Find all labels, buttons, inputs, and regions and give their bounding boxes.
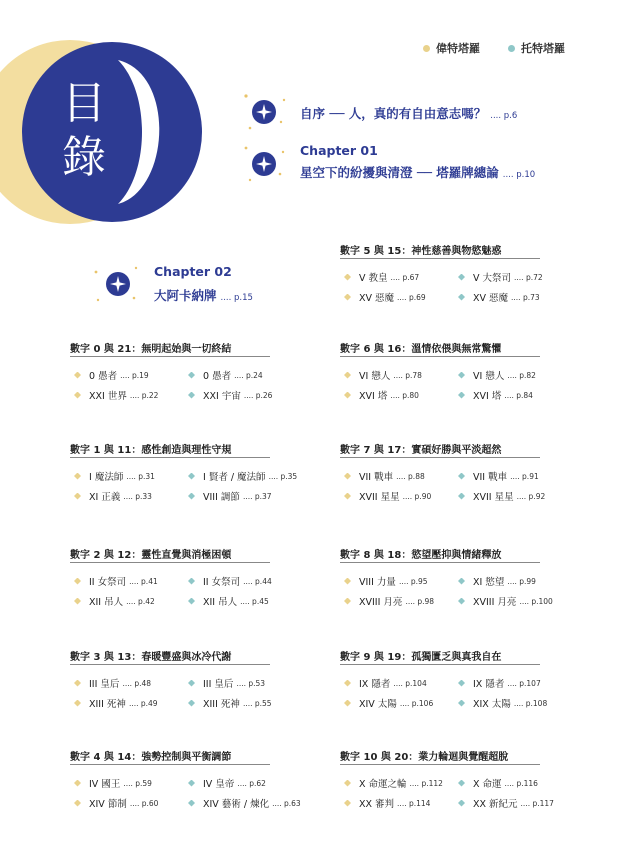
toc-entry[interactable] — [188, 696, 272, 710]
page-number: .... p.22 — [129, 390, 159, 400]
card-name: XXI 世界 — [89, 391, 127, 402]
chapter02-label: Chapter 02 — [154, 264, 232, 279]
page-number: .... p.48 — [122, 678, 152, 688]
waite-diamond-icon — [74, 598, 81, 605]
page-number: .... p.60 — [129, 798, 159, 808]
thoth-diamond-icon — [188, 392, 195, 399]
toc-section — [70, 441, 298, 503]
toc-entry[interactable] — [344, 796, 430, 810]
thoth-diamond-icon — [188, 700, 195, 707]
card-name: VIII 力量 — [359, 577, 396, 588]
card-name: XI 慾望 — [473, 577, 505, 588]
waite-diamond-icon — [344, 473, 351, 480]
waite-diamond-icon — [74, 372, 81, 379]
card-name: XIV 太陽 — [359, 699, 397, 710]
toc-entry[interactable] — [344, 574, 428, 588]
page-number: .... p.80 — [390, 390, 419, 400]
toc-section — [70, 340, 273, 402]
waite-diamond-icon — [74, 392, 81, 399]
page-number: .... p.92 — [516, 491, 546, 501]
card-name: VI 戀人 — [473, 371, 505, 382]
page-number: .... p.35 — [268, 471, 298, 481]
thoth-diamond-icon — [458, 372, 465, 379]
card-name: IV 國王 — [89, 779, 121, 790]
page-number: .... p.49 — [128, 698, 158, 708]
toc-entry[interactable] — [458, 368, 536, 382]
toc-entry[interactable] — [74, 388, 158, 402]
card-name: VIII 調節 — [203, 492, 240, 503]
thoth-diamond-icon — [458, 274, 465, 281]
toc-entry[interactable] — [344, 676, 427, 690]
section-title: 數字 3 與 13：春暖豐盛與冰冷代謝 — [70, 652, 232, 663]
thoth-diamond-icon — [188, 372, 195, 379]
page-number: .... p.82 — [507, 370, 536, 380]
card-name: XIII 死神 — [89, 699, 126, 710]
toc-entry[interactable] — [188, 469, 297, 483]
page-number: .... p.55 — [242, 698, 272, 708]
toc-entry[interactable] — [344, 489, 431, 503]
section-divider — [340, 457, 540, 458]
toc-section — [70, 648, 272, 710]
waite-diamond-icon — [344, 392, 351, 399]
page-number: .... p.41 — [129, 576, 158, 586]
page-number: .... p.84 — [504, 390, 533, 400]
page-number: .... p.95 — [398, 576, 428, 586]
toc-entry[interactable] — [188, 368, 263, 382]
toc-entry[interactable] — [74, 696, 158, 710]
toc-entry[interactable] — [74, 776, 152, 790]
section-title: 數字 10 與 20：業力輪迴與覺醒超脫 — [340, 752, 509, 763]
toc-entry[interactable] — [188, 574, 272, 588]
card-name: XXI 宇宙 — [203, 391, 241, 402]
toc-entry[interactable] — [458, 696, 547, 710]
page-number: .... p.63 — [272, 798, 301, 808]
toc-entry[interactable] — [188, 388, 272, 402]
card-name: XIX 太陽 — [473, 699, 511, 710]
thoth-diamond-icon — [458, 473, 465, 480]
thoth-diamond-icon — [188, 473, 195, 480]
chapter01-label: Chapter 01 — [300, 143, 378, 158]
card-name: XX 新紀元 — [473, 799, 518, 810]
waite-diamond-icon — [344, 700, 351, 707]
card-name: X 命運之輪 — [359, 779, 407, 790]
toc-entry[interactable] — [458, 776, 538, 790]
page-number: .... p.104 — [393, 678, 427, 688]
section-title: 數字 6 與 16：溫情依偎與無常驚懼 — [340, 344, 502, 355]
toc-entry[interactable] — [344, 469, 425, 483]
thoth-diamond-icon — [458, 392, 465, 399]
card-name: III 皇后 — [89, 679, 120, 690]
section-title: 數字 4 與 14：強勢控制與平衡調節 — [70, 752, 232, 763]
page-number: .... p.31 — [126, 471, 155, 481]
waite-diamond-icon — [344, 274, 351, 281]
section-title: 數字 9 與 19：孤獨匱乏與真我自在 — [340, 652, 502, 663]
chapter02-link[interactable]: 大阿卡納牌 .... p.15 — [154, 288, 253, 303]
card-name: I 賢者 / 魔法師 — [203, 472, 266, 483]
thoth-diamond-icon — [188, 780, 195, 787]
page-number: .... p.91 — [510, 471, 539, 481]
card-name: V 大祭司 — [473, 273, 512, 284]
page-number: .... p.42 — [126, 596, 155, 606]
thoth-diamond-icon — [188, 680, 195, 687]
toc-entry[interactable] — [188, 489, 272, 503]
thoth-diamond-icon — [458, 294, 465, 301]
title-emblem — [0, 0, 631, 260]
toc-entry[interactable] — [188, 676, 265, 690]
section-divider — [340, 562, 540, 563]
toc-section — [340, 441, 546, 503]
section-title: 數字 8 與 18：慾望壓抑與情緒釋放 — [340, 550, 502, 561]
legend-waite: 偉特塔羅 — [423, 40, 480, 56]
page-number: .... p.112 — [409, 778, 443, 788]
page-number: .... p.67 — [390, 272, 420, 282]
section-title: 數字 0 與 21：無明起始與一切終結 — [70, 344, 232, 355]
page-number: .... p.37 — [242, 491, 272, 501]
waite-diamond-icon — [344, 800, 351, 807]
toc-section — [340, 748, 554, 810]
toc-entry[interactable] — [344, 388, 419, 402]
page-number: .... p.59 — [123, 778, 152, 788]
thoth-diamond-icon — [188, 800, 195, 807]
section-divider — [340, 764, 540, 765]
page-number: .... p.69 — [397, 292, 426, 302]
section-divider — [70, 457, 270, 458]
sparkle-decor — [92, 262, 142, 306]
card-name: XVIII 月亮 — [359, 597, 403, 608]
toc-entry[interactable] — [344, 368, 422, 382]
title-char-2: 錄 — [62, 132, 106, 183]
waite-diamond-icon — [344, 578, 351, 585]
page-number: .... p.116 — [504, 778, 538, 788]
waite-diamond-icon — [344, 372, 351, 379]
thoth-diamond-icon — [188, 578, 195, 585]
page-number: .... p.114 — [397, 798, 431, 808]
card-name: XII 吊人 — [89, 597, 124, 608]
waite-diamond-icon — [74, 578, 81, 585]
page-number: .... p.90 — [402, 491, 432, 501]
card-name: IX 隱者 — [473, 679, 505, 690]
toc-entry[interactable] — [74, 796, 158, 810]
page-number: .... p.88 — [396, 471, 425, 481]
card-name: V 教皇 — [359, 273, 388, 284]
card-name: III 皇后 — [203, 679, 234, 690]
card-name: XIV 藝術 / 煉化 — [203, 799, 270, 810]
waite-diamond-icon — [74, 473, 81, 480]
card-name: XIV 節制 — [89, 799, 127, 810]
page-number: .... p.100 — [519, 596, 553, 606]
page-number: .... p.98 — [405, 596, 435, 606]
toc-section — [70, 748, 301, 810]
card-name: IV 皇帝 — [203, 779, 235, 790]
star-badge-icon — [252, 100, 276, 124]
waite-dot-icon — [423, 45, 430, 52]
section-divider — [70, 356, 270, 357]
toc-entry[interactable] — [74, 469, 155, 483]
page-number: .... p.107 — [507, 678, 541, 688]
card-name: VII 戰車 — [473, 472, 508, 483]
card-name: II 女祭司 — [89, 577, 127, 588]
intro-link[interactable]: 自序 ── 人，真的有自由意志嗎？ .... p.6 — [300, 106, 518, 121]
page-number: .... p.73 — [511, 292, 540, 302]
thoth-diamond-icon — [458, 493, 465, 500]
page-number: .... p.78 — [393, 370, 422, 380]
waite-diamond-icon — [344, 780, 351, 787]
page-number: .... p.106 — [399, 698, 434, 708]
page-number: .... p.108 — [513, 698, 548, 708]
card-name: I 魔法師 — [89, 472, 124, 483]
toc-entry[interactable] — [74, 676, 151, 690]
navy-circle — [22, 42, 202, 222]
star-badge-icon — [252, 152, 276, 176]
toc-entry[interactable] — [344, 696, 433, 710]
title-char-1: 目 — [62, 78, 106, 129]
page-number: .... p.19 — [120, 370, 149, 380]
toc-section — [340, 340, 540, 402]
card-name: VI 戀人 — [359, 371, 391, 382]
card-name: IX 隱者 — [359, 679, 391, 690]
thoth-diamond-icon — [458, 578, 465, 585]
toc-entry[interactable] — [74, 574, 158, 588]
card-name: X 命運 — [473, 779, 502, 790]
waite-diamond-icon — [344, 598, 351, 605]
waite-diamond-icon — [344, 294, 351, 301]
toc-entry[interactable] — [458, 290, 540, 304]
card-name: XII 吊人 — [203, 597, 238, 608]
page-number: .... p.99 — [507, 576, 536, 586]
toc-entry[interactable] — [74, 594, 155, 608]
toc-entry[interactable] — [344, 270, 419, 284]
toc-entry[interactable] — [74, 489, 152, 503]
waite-diamond-icon — [344, 493, 351, 500]
card-name: VII 戰車 — [359, 472, 394, 483]
card-name: XV 惡魔 — [473, 293, 509, 304]
waite-diamond-icon — [344, 680, 351, 687]
section-divider — [340, 664, 540, 665]
section-title: 數字 7 與 17：實碩好勝與平淡超然 — [340, 445, 502, 456]
section-divider — [70, 664, 270, 665]
section-title: 數字 1 與 11：感性創造與理性守規 — [70, 445, 232, 456]
page-number: .... p.72 — [514, 272, 543, 282]
page-number: .... p.62 — [237, 778, 266, 788]
card-name: XVII 星星 — [473, 492, 514, 503]
thoth-diamond-icon — [458, 680, 465, 687]
card-name: 0 愚者 — [203, 371, 232, 382]
waite-diamond-icon — [74, 493, 81, 500]
toc-section — [70, 546, 272, 608]
waite-diamond-icon — [74, 680, 81, 687]
toc-entry[interactable] — [458, 270, 543, 284]
toc-section — [340, 546, 553, 608]
card-name: XVI 塔 — [359, 391, 388, 402]
thoth-diamond-icon — [188, 598, 195, 605]
toc-entry[interactable] — [458, 796, 554, 810]
thoth-diamond-icon — [188, 493, 195, 500]
toc-entry[interactable] — [458, 594, 553, 608]
toc-entry[interactable] — [344, 776, 443, 790]
card-name: XI 正義 — [89, 492, 121, 503]
legend-thoth: 托特塔羅 — [508, 40, 565, 56]
page-number: .... p.33 — [123, 491, 152, 501]
card-name: XV 惡魔 — [359, 293, 395, 304]
toc-entry[interactable] — [458, 388, 533, 402]
page-number: .... p.44 — [243, 576, 272, 586]
toc-entry[interactable] — [458, 489, 545, 503]
waite-diamond-icon — [74, 800, 81, 807]
toc-section — [340, 648, 548, 710]
page-number: .... p.53 — [236, 678, 266, 688]
card-name: XVII 星星 — [359, 492, 400, 503]
card-name: XVIII 月亮 — [473, 597, 517, 608]
section-title: 數字 2 與 12：靈性直覺與消極困頓 — [70, 550, 232, 561]
thoth-diamond-icon — [458, 598, 465, 605]
page-number: .... p.117 — [520, 798, 554, 808]
section-divider — [70, 764, 270, 765]
card-name: II 女祭司 — [203, 577, 241, 588]
section-divider — [340, 258, 540, 259]
card-name: XX 審判 — [359, 799, 395, 810]
waite-diamond-icon — [74, 780, 81, 787]
section-divider — [340, 356, 540, 357]
toc-entry[interactable] — [458, 676, 541, 690]
toc-entry[interactable] — [74, 368, 149, 382]
card-name: XIII 死神 — [203, 699, 240, 710]
toc-entry[interactable] — [458, 574, 536, 588]
toc-section — [340, 242, 543, 304]
card-name: XVI 塔 — [473, 391, 502, 402]
thoth-diamond-icon — [458, 780, 465, 787]
toc-entry[interactable] — [344, 290, 426, 304]
card-name: 0 愚者 — [89, 371, 118, 382]
page-number: .... p.26 — [243, 390, 273, 400]
toc-entry[interactable] — [458, 469, 539, 483]
page-number: .... p.45 — [240, 596, 269, 606]
toc-entry[interactable] — [188, 796, 301, 810]
toc-entry[interactable] — [344, 594, 434, 608]
chapter01-link[interactable]: 星空下的紛擾與清澄 ── 塔羅牌總論 .... p.10 — [300, 165, 536, 180]
page-number: .... p.24 — [234, 370, 263, 380]
thoth-diamond-icon — [458, 800, 465, 807]
toc-entry[interactable] — [188, 776, 266, 790]
section-title: 數字 5 與 15：神性慈善與物慾魅惑 — [340, 246, 502, 257]
waite-diamond-icon — [74, 700, 81, 707]
thoth-diamond-icon — [458, 700, 465, 707]
toc-entry[interactable] — [188, 594, 269, 608]
section-divider — [70, 562, 270, 563]
thoth-dot-icon — [508, 45, 515, 52]
